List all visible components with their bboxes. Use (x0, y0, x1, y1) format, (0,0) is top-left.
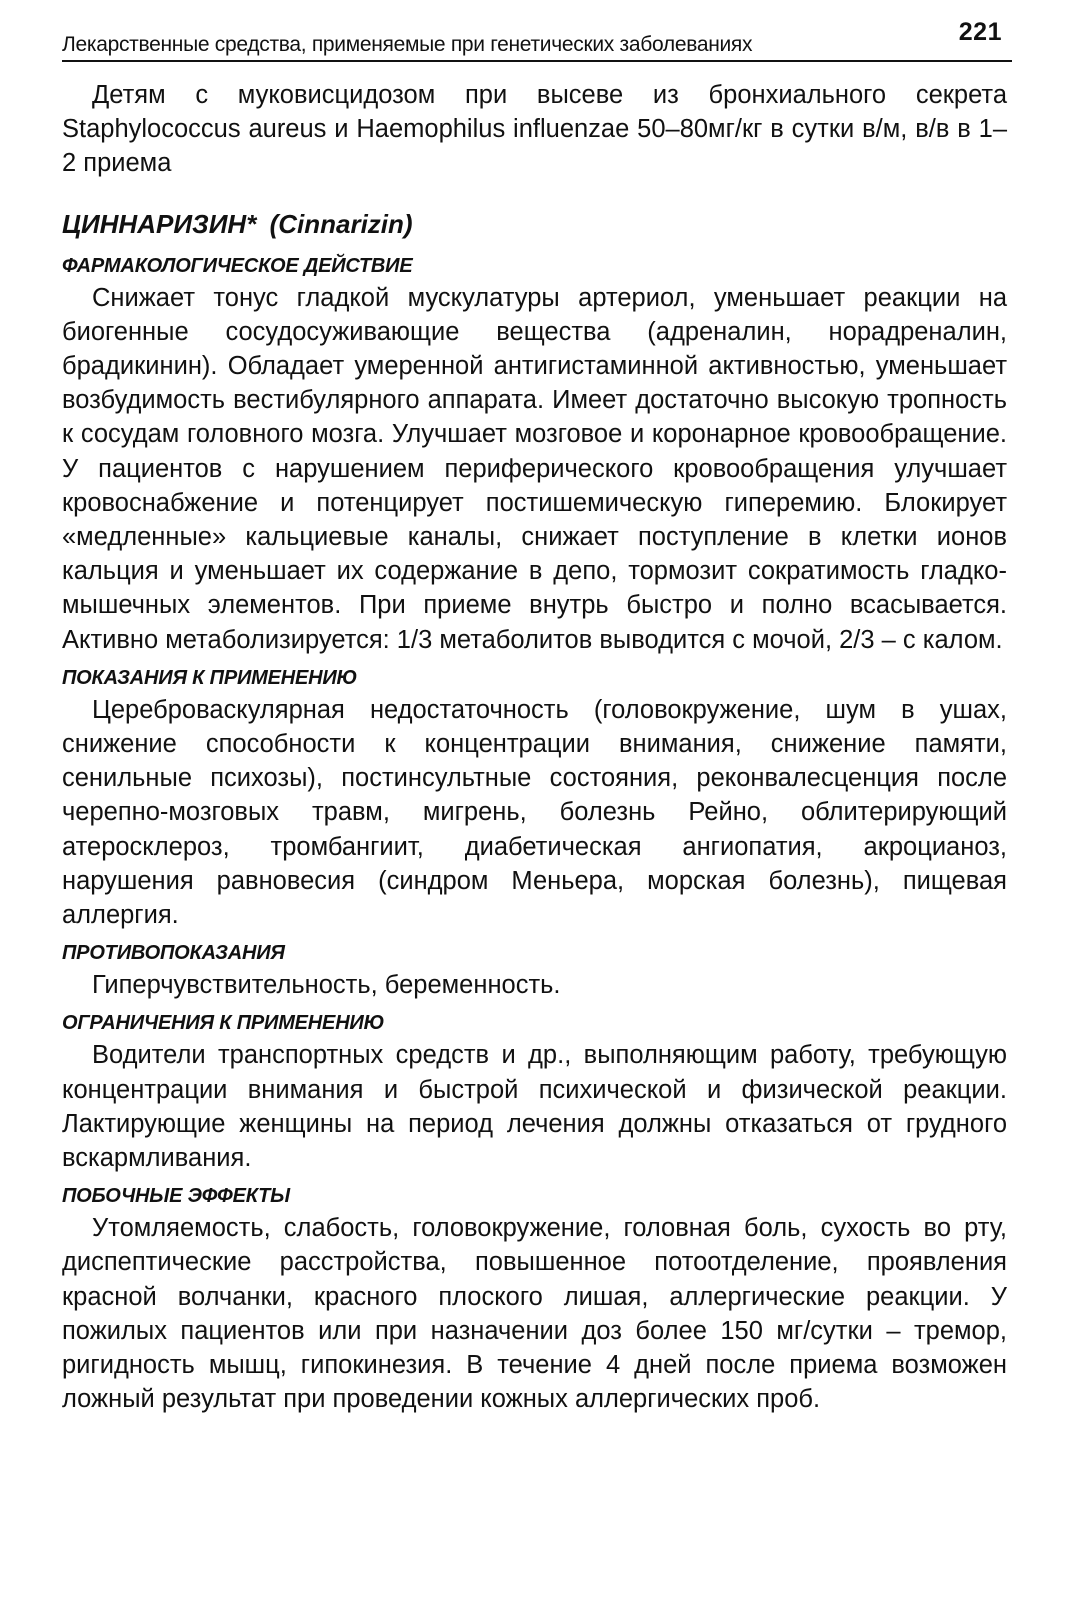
section-text: Гиперчувствительность, беременность. (92, 971, 561, 1000)
section-text: Цереброваскулярная недостаточность (головокружение, шум в ушах, снижение способности к концентрации внимания, снижение памяти, сенильные психозы), постинсультные состояния, реконвалесценция после черепно-мозговых травм, мигрень, болезнь Рейно, облитерирующий атеросклероз, тромбангиит, диабетическая ангиопатия, акроцианоз, нарушения равновесия (синдром Меньера, морская болезнь), пищевая аллергия. (62, 695, 1007, 930)
running-header (62, 14, 1012, 62)
section-heading: ФАРМАКОЛОГИЧЕСКОЕ ДЕЙСТВИЕ (62, 254, 413, 277)
section-side-effects (62, 1181, 1007, 1416)
section-heading: ПОКАЗАНИЯ К ПРИМЕНЕНИЮ (62, 666, 358, 689)
section-text: Водители транспортных средств и др., выполняющим работу, требующую концентрации внимания и быстрой психической и физической реакции. Лактирующие женщины на период лечения должны отказаться от грудного вскармливания. (62, 1041, 1007, 1173)
section-restrictions (62, 1008, 1007, 1175)
section-contraindications (62, 938, 1007, 1002)
section-heading: ПРОТИВОПОКАЗАНИЯ (62, 942, 285, 965)
section-pharmacology (62, 251, 1007, 657)
drug-title (62, 207, 1007, 241)
section-heading: ПОБОЧНЫЕ ЭФФЕКТЫ (62, 1185, 290, 1208)
drug-name: ЦИННАРИЗИН* (62, 208, 257, 239)
section-text: Снижает тонус гладкой мускулатуры артериол, уменьшает реакции на биогенные сосудосуживающие вещества (адреналин, норадреналин, брадикинин). Обладает умеренной антигистаминной активностью, уменьшает возбудимость вестибулярного аппарата. Имеет достаточно высокую тропность к сосудам головного мозга. Улучшает мозговое и коронарное кровообращение. У пациентов с нарушением периферического кровообращения улучшает кровоснабжение и потенцирует постишемическую гиперемию. Блокирует «медленные» кальциевые каналы, снижает поступление в клетки ионов кальция и уменьшает их содержание в депо, тормозит сократимость гладкомышечных элементов. При приеме внутрь быстро и полно всасывается. Активно метаболизируется: 1/3 метаболитов выводится с мочой, 2/3 – с калом. (62, 283, 1007, 654)
section-indications (62, 663, 1007, 932)
intro-paragraph: Детям с муковисцидозом при высеве из бронхиального секрета Staphylococcus aureus и Haemophilus influenzae 50–80мг/кг в сутки в/м, в/в в 1–2 приема (62, 81, 1007, 178)
page-number: 221 (958, 18, 1002, 46)
section-text: Утомляемость, слабость, головокружение, головная боль, сухость во рту, диспептические расстройства, повышенное потоотделение, проявления красной волчанки, красного плоского лишая, аллергические реакции. У пожилых пациентов или при назначении доз более 150 мг/сутки – тремор, ригидность мышц, гипокинезия. В течение 4 дней после приема возможен ложный результат при проведении кожных аллергических проб. (62, 1214, 1007, 1414)
page-content (62, 78, 1007, 1417)
book-page (62, 0, 1012, 1600)
drug-latin-name: (Cinnarizin) (269, 208, 413, 239)
section-heading: ОГРАНИЧЕНИЯ К ПРИМЕНЕНИЮ (62, 1012, 385, 1035)
running-title: Лекарственные средства, применяемые при генетических заболеваниях (62, 33, 753, 56)
